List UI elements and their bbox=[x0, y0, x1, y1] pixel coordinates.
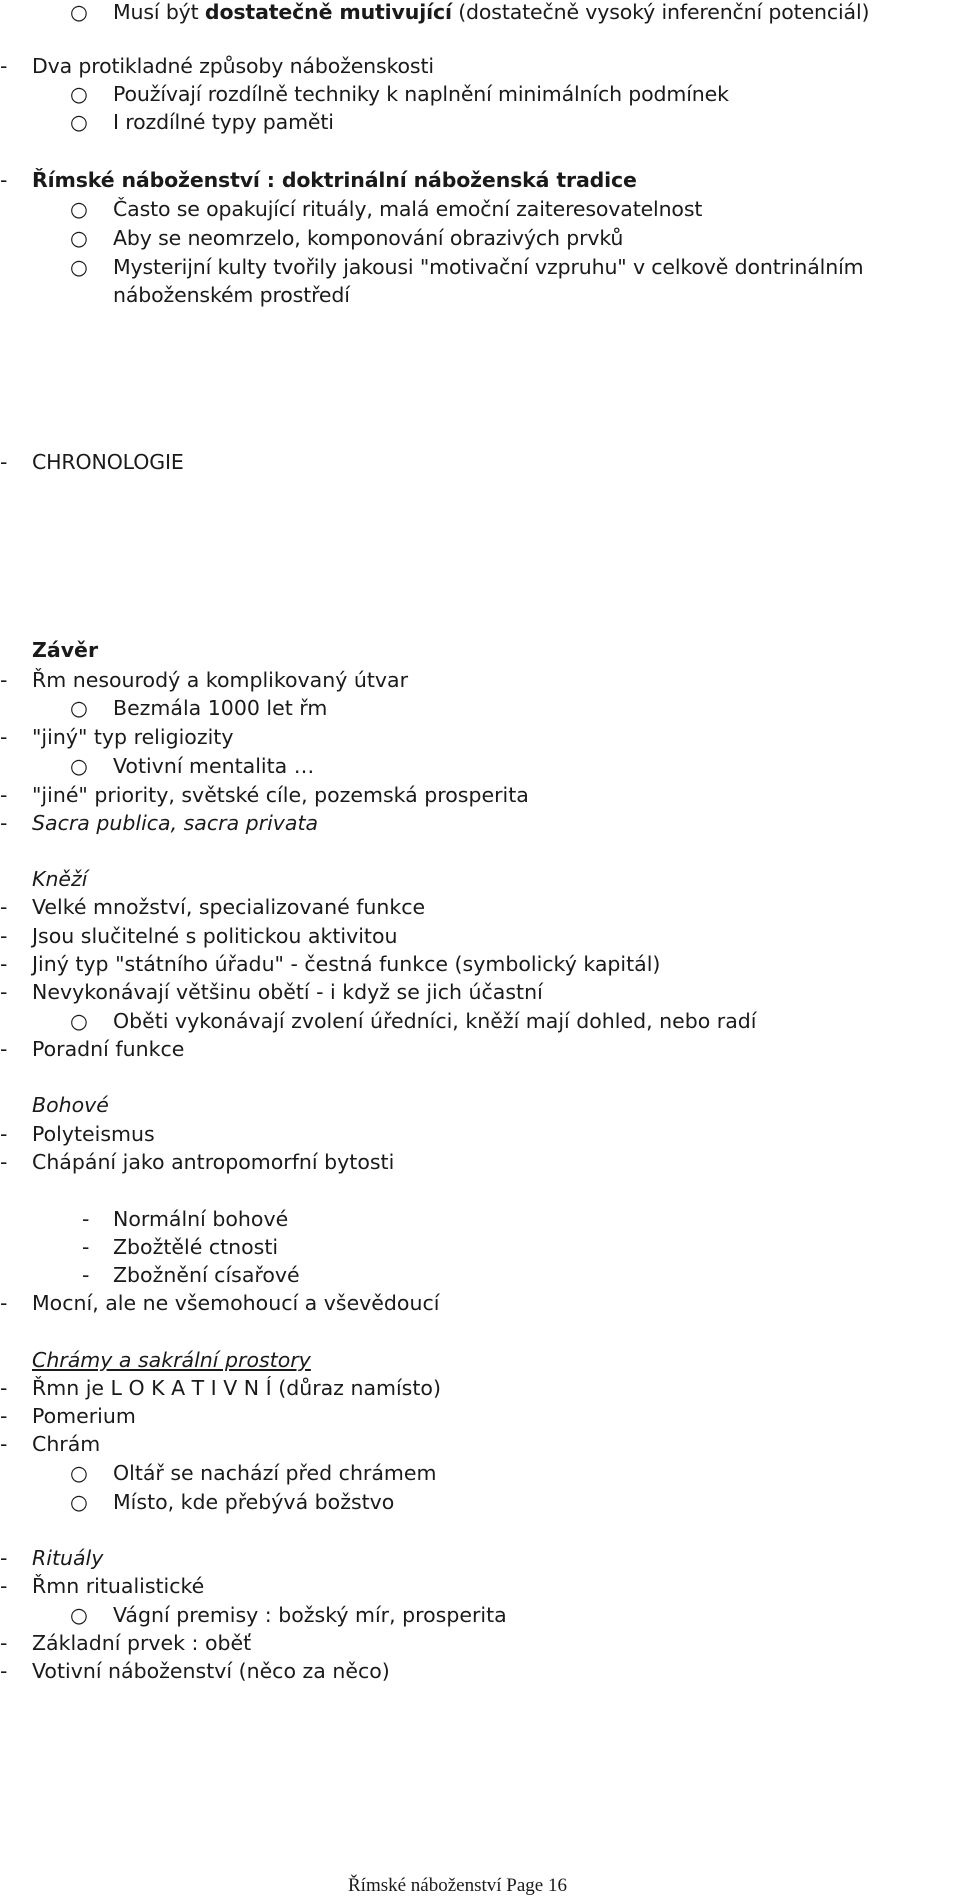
text-line: Rituály bbox=[32, 1546, 104, 1570]
dash-marker: - bbox=[82, 1235, 90, 1259]
bullet-marker: ○ bbox=[70, 1461, 88, 1485]
bullet-marker: ○ bbox=[70, 197, 88, 221]
bullet-marker: ○ bbox=[70, 1490, 88, 1514]
text-line: Zbožtělé ctnosti bbox=[113, 1235, 279, 1259]
text-line: Oltář se nachází před chrámem bbox=[113, 1461, 437, 1485]
dash-marker: - bbox=[0, 1631, 8, 1655]
text-line: Zbožnění císařové bbox=[113, 1263, 300, 1287]
dash-marker: - bbox=[0, 1122, 8, 1146]
dash-marker: - bbox=[0, 1404, 8, 1428]
section-heading: Římské náboženství : doktrinální náboženská tradice bbox=[32, 168, 637, 192]
heading-zaver: Závěr bbox=[32, 638, 99, 662]
text-line: Řmn je L O K A T I V N Í (důraz namísto) bbox=[32, 1376, 441, 1400]
text-line: Dva protikladné způsoby náboženskosti bbox=[32, 54, 434, 78]
text-line: Nevykonávají většinu obětí - i když se jich účastní bbox=[32, 980, 543, 1004]
text-line: Pomerium bbox=[32, 1404, 136, 1428]
bullet-marker: ○ bbox=[70, 255, 88, 279]
bullet-marker: ○ bbox=[70, 754, 88, 778]
dash-marker: - bbox=[82, 1207, 90, 1231]
dash-marker: - bbox=[0, 1432, 8, 1456]
text-line: Jsou slučitelné s politickou aktivitou bbox=[32, 924, 398, 948]
dash-marker: - bbox=[0, 450, 8, 474]
text-line: Bezmála 1000 let řm bbox=[113, 696, 328, 720]
bullet-marker: ○ bbox=[70, 1603, 88, 1627]
text-line: "jiné" priority, světské cíle, pozemská prosperita bbox=[32, 783, 529, 807]
dash-marker: - bbox=[0, 668, 8, 692]
text-line: Oběti vykonávají zvolení úředníci, kněží mají dohled, nebo radí bbox=[113, 1009, 757, 1033]
text-line: Mocní, ale ne všemohoucí a vševědoucí bbox=[32, 1291, 440, 1315]
text-line: Votivní mentalita … bbox=[113, 754, 315, 778]
page-footer: Římské náboženství Page 16 bbox=[348, 1875, 567, 1896]
bullet-marker: ○ bbox=[70, 1009, 88, 1033]
text-line: Sacra publica, sacra privata bbox=[32, 811, 319, 835]
text-line: Často se opakující rituály, malá emoční zaiteresovatelnost bbox=[113, 197, 703, 221]
bullet-marker: ○ bbox=[70, 110, 88, 134]
text-line: Řm nesourodý a komplikovaný útvar bbox=[32, 668, 409, 692]
text-line: "jiný" typ religiozity bbox=[32, 725, 234, 749]
text-line: Normální bohové bbox=[113, 1207, 289, 1231]
text-line: Poradní funkce bbox=[32, 1037, 185, 1061]
dash-marker: - bbox=[0, 1659, 8, 1683]
dash-marker: - bbox=[0, 1574, 8, 1598]
text-line: Musí být dostatečně mutivující (dostatečně vysoký inferenční potenciál) bbox=[113, 0, 870, 24]
text-line: Řmn ritualistické bbox=[32, 1574, 205, 1598]
dash-marker: - bbox=[82, 1263, 90, 1287]
text-line: Místo, kde přebývá božstvo bbox=[113, 1490, 395, 1514]
text-line: náboženském prostředí bbox=[113, 283, 350, 307]
dash-marker: - bbox=[0, 1376, 8, 1400]
text-line: I rozdílné typy paměti bbox=[113, 110, 334, 134]
text-line: CHRONOLOGIE bbox=[32, 450, 184, 474]
text-line: Vágní premisy : božský mír, prosperita bbox=[113, 1603, 507, 1627]
dash-marker: - bbox=[0, 811, 8, 835]
dash-marker: - bbox=[0, 54, 8, 78]
dash-marker: - bbox=[0, 783, 8, 807]
dash-marker: - bbox=[0, 980, 8, 1004]
dash-marker: - bbox=[0, 725, 8, 749]
heading-bohove: Bohové bbox=[32, 1093, 109, 1117]
text-line: Základní prvek : oběť bbox=[32, 1631, 252, 1655]
dash-marker: - bbox=[0, 1037, 8, 1061]
dash-marker: - bbox=[0, 168, 8, 192]
text-line: Velké množství, specializované funkce bbox=[32, 895, 426, 919]
text-line: Mysterijní kulty tvořily jakousi "motivační vzpruhu" v celkově dontrinálním bbox=[113, 255, 864, 279]
text-line: Chápání jako antropomorfní bytosti bbox=[32, 1150, 395, 1174]
text-line: Polyteismus bbox=[32, 1122, 155, 1146]
dash-marker: - bbox=[0, 1150, 8, 1174]
heading-knezi: Kněží bbox=[32, 867, 88, 891]
dash-marker: - bbox=[0, 1291, 8, 1315]
bullet-marker: ○ bbox=[70, 226, 88, 250]
dash-marker: - bbox=[0, 1546, 8, 1570]
dash-marker: - bbox=[0, 924, 8, 948]
bullet-marker: ○ bbox=[70, 696, 88, 720]
text-line: Votivní náboženství (něco za něco) bbox=[32, 1659, 390, 1683]
text-line: Používají rozdílně techniky k naplnění minimálních podmínek bbox=[113, 82, 729, 106]
text-line: Chrám bbox=[32, 1432, 101, 1456]
dash-marker: - bbox=[0, 952, 8, 976]
heading-chramy: Chrámy a sakrální prostory bbox=[32, 1348, 311, 1372]
dash-marker: - bbox=[0, 895, 8, 919]
text-line: Aby se neomrzelo, komponování obrazivých prvků bbox=[113, 226, 624, 250]
bullet-marker: ○ bbox=[70, 0, 88, 24]
text-line: Jiný typ "státního úřadu" - čestná funkce (symbolický kapitál) bbox=[32, 952, 661, 976]
bullet-marker: ○ bbox=[70, 82, 88, 106]
